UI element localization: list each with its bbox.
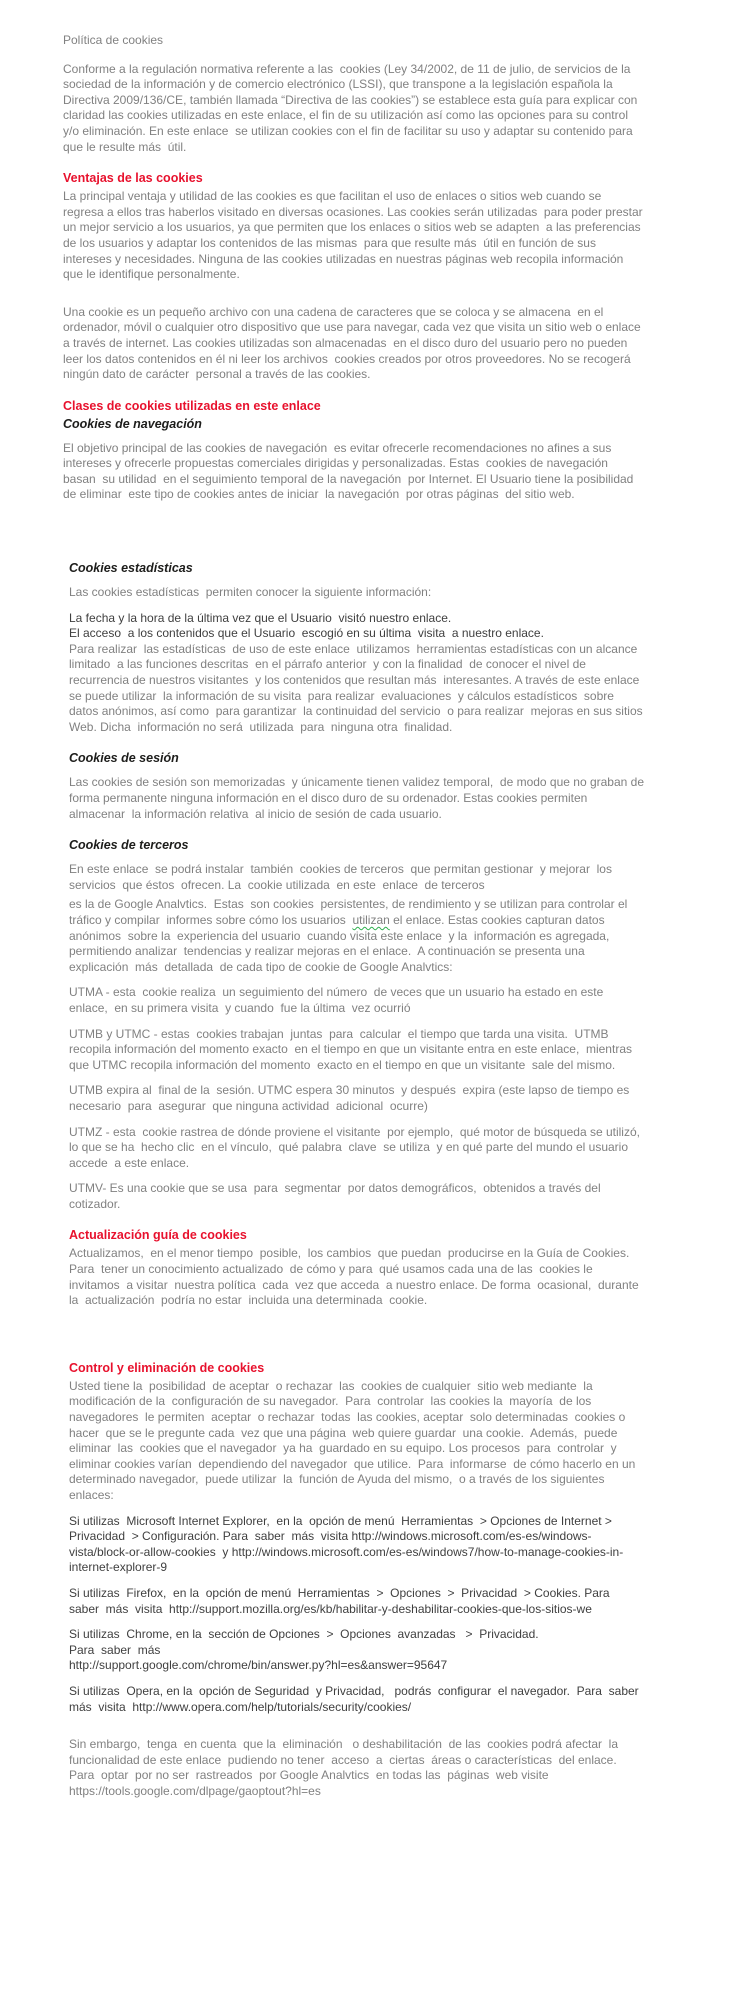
page-break-gap <box>63 513 645 559</box>
heading-control: Control y eliminación de cookies <box>69 1360 265 1375</box>
browser-firefox-paragraph: Si utilizas Firefox, en la opción de menú Herramientas > Opciones > Privacidad > Cookies. Para saber más visita http://support.mozilla.org/es/kb/habilitar-y-deshabilitar-cookies-que-los-sitios-we <box>69 1585 617 1616</box>
second-section <box>63 561 648 1799</box>
browser-ie-paragraph: Si utilizas Microsoft Internet Explorer, en la opción de menú Herramientas > Opciones de Internet > Privacidad > Configuración. Para saber más visita http://windows.microsoft.com/es-es/windows-vista/block-or-allow-cookies y http://windows.microsoft.com/es-es/windows7/how-to-manage-cookies-in-internet-explorer-9 <box>69 1513 624 1575</box>
heading-ventajas: Ventajas de las cookies <box>63 171 203 186</box>
actualizacion-paragraph: Actualizamos, en el menor tiempo posible, los cambios que puedan producirse en la Guía de Cookies. Para tener un conocimiento actualizado de cómo y para qué usamos cada una de las cookies le invitamos a visitar nuestra política cada vez que acceda a nuestro enlace. De forma ocasional, durante la actualización podría no estar incluida una determinada cookie. <box>69 1246 642 1308</box>
utmb-utmc-paragraph: UTMB y UTMC - estas cookies trabajan juntas para calcular el tiempo que tarda una visita. UTMB recopila información del momento exacto en el tiempo en que un visitante entra en este enlace, mientras que UTMC recopila información del momento exacto en el tiempo en que un visitante sale del mismo. <box>69 1026 639 1072</box>
chrome-line-1: Si utilizas Chrome, en la sección de Opciones > Opciones avanzadas > Privacidad. <box>69 1627 539 1642</box>
browser-opera-paragraph: Si utilizas Opera, en la opción de Seguridad y Privacidad, podrás configurar el navegador. Para saber más visita http://www.opera.com/help/tutorials/security/cookies/ <box>69 1683 646 1714</box>
browser-chrome-paragraph <box>69 1627 645 1674</box>
heading-actualizacion: Actualización guía de cookies <box>69 1228 247 1243</box>
terceros-paragraph-2 <box>69 897 645 975</box>
utmb-expira-paragraph: UTMB expira al final de la sesión. UTMC espera 30 minutos y después expira (este lapso de tiempo es necesario para asegurar que ninguna actividad adicional ocurre) <box>69 1083 633 1113</box>
terceros-text-before: es la de Google Analvtics. Estas son cookies persistentes, de rendimiento y se utilizan para controlar el tráfico y compilar informes sobre cómo los usuarios <box>69 897 631 927</box>
subheading-cookies-sesion: Cookies de sesión <box>69 751 179 766</box>
utmz-paragraph: UTMZ - esta cookie rastrea de dónde proviene el visitante por ejemplo, qué motor de búsqueda se utilizó, lo que se ha hecho clic en el vínculo, qué palabra clave se utiliza y en qué parte del mundo el usuario accede a este enlace. <box>69 1124 647 1170</box>
utma-paragraph: UTMA - esta cookie realiza un seguimiento del número de veces que un usuario ha estado en este enlace, en su primera visita y cuando fue la última vez ocurrió <box>69 985 607 1015</box>
spacer <box>63 293 645 305</box>
estadisticas-intro: Las cookies estadísticas permiten conocer la siguiente información: <box>69 585 432 600</box>
final-paragraph: Sin embargo, tenga en cuenta que la eliminación o deshabilitación de las cookies podrá afectar la funcionalidad de este enlace pudiendo no tener acceso a ciertas áreas o características del enlace. Para optar por no ser rastreados por Google Analvtics en todas las páginas web visite https://tools.google.com/dlpage/gaoptout?hl=es <box>69 1737 625 1798</box>
subheading-cookies-estadisticas: Cookies estadísticas <box>69 561 193 576</box>
spacer <box>69 1725 645 1737</box>
estadisticas-paragraph: Para realizar las estadísticas de uso de este enlace utilizamos herramientas estadísticas con un alcance limitado a las funciones descritas en el párrafo anterior y con la finalidad de conocer el nivel de recurrencia de nuestros visitantes y los contenidos que resultan más interesantes. A través de este enlace se puede utilizar la información de su visita para realizar evaluaciones y cálculos estadísticos sobre datos anónimos, así como para garantizar la continuidad del servicio o para realizar mejoras en sus sitios Web. Dicha información no será utilizada para ninguna otra finalidad. <box>69 641 646 734</box>
terceros-paragraph-1: En este enlace se podrá instalar también cookies de terceros que permitan gestionar y mejorar los servicios que éstos ofrecen. La cookie utilizada en este enlace de terceros <box>69 862 616 892</box>
ventajas-paragraph-1: La principal ventaja y utilidad de las cookies es que facilitan el uso de enlaces o sitios web cuando se regresa a ellos tras haberlos visitado en diversas ocasiones. Las cookies serán utilizadas para poder prestar un mejor servicio a los usuarios, ya que permiten que los enlaces o sitios web se adapten a las preferencias de los usuarios y adaptar los contenidos de las mismas para que resulte más útil en función de sus intereses y necesidades. Ninguna de las cookies utilizadas en nuestras páginas web recopila información que le identifique personalmente. <box>63 189 646 282</box>
terceros-text-after: el enlace. Estas cookies capturan datos anónimos sobre la experiencia del usuario cuando visita este enlace y la información es agregada, permitiendo analizar tendencias y realizar mejoras en el enlace. A continuación se presenta una explicación más detallada de cada tipo de cookie de Google Analvtics: <box>69 912 616 974</box>
page-title: Política de cookies <box>63 33 164 47</box>
heading-clases: Clases de cookies utilizadas en este enlace <box>63 398 321 413</box>
chrome-line-2: Para saber más <box>69 1642 161 1657</box>
spellcheck-underlined-word: utilizan <box>352 912 390 927</box>
spacer <box>69 1319 645 1345</box>
sesion-paragraph: Las cookies de sesión son memorizadas y únicamente tienen validez temporal, de modo que no graban de forma permanente ninguna información en el disco duro de su ordenador. Estas cookies permiten almacenar la información relativa al inicio de sesión de cada usuario. <box>69 775 648 821</box>
estadisticas-item-acceso: El acceso a los contenidos que el Usuario escogió en su última visita a nuestro enlace. <box>69 626 544 641</box>
estadisticas-item-fecha: La fecha y la hora de la última vez que el Usuario visitó nuestro enlace. <box>69 610 452 625</box>
subheading-cookies-navegacion: Cookies de navegación <box>63 416 202 431</box>
utmv-paragraph: UTMV- Es una cookie que se usa para segmentar por datos demográficos, obtenidos a través del cotizador. <box>69 1181 604 1211</box>
chrome-url: http://support.google.com/chrome/bin/answer.py?hl=es&answer=95647 <box>69 1658 448 1673</box>
subheading-cookies-terceros: Cookies de terceros <box>69 838 189 853</box>
navegacion-paragraph: El objetivo principal de las cookies de navegación es evitar ofrecerle recomendaciones no afines a sus intereses y ofrecerle propuestas comerciales dirigidas y personalizadas. Estas cookies de navegación basan su utilidad en el seguimiento temporal de la navegación por Internet. El Usuario tiene la posibilidad de eliminar este tipo de cookies antes de iniciar la navegación por otras páginas del sitio web. <box>63 440 641 502</box>
control-paragraph: Usted tiene la posibilidad de aceptar o rechazar las cookies de cualquier sitio web mediante la modificación de la configuración de su navegador. Para controlar las cookies la mayoría de los navegadores le permiten aceptar o rechazar todas las cookies, aceptar solo determinadas cookies o hacer que se le pregunte cada vez que una página web quiere guardar una cookie. Además, puede eliminar las cookies que el navegador ya ha guardado en su equipo. Los procesos para controlar y eliminar cookies varían dependiendo del navegador que utilice. Para informarse de cómo hacerlo en un determinado navegador, puede utilizar la función de Ayuda del mismo, o a través de los siguientes enlaces: <box>69 1378 639 1502</box>
ventajas-paragraph-2: Una cookie es un pequeño archivo con una cadena de caracteres que se coloca y se almacena en el ordenador, móvil o cualquier otro dispositivo que use para navegar, cada vez que visita un sitio web o enlace a través de internet. Las cookies utilizadas son almacenadas en el disco duro del usuario pero no pueden leer los datos contenidos en él ni leer los archivos cookies creados por otros proveedores. No se recogerá ningún dato de carácter personal a través de las cookies. <box>63 304 645 382</box>
intro-paragraph: Conforme a la regulación normativa referente a las cookies (Ley 34/2002, de 11 de julio, de servicios de la sociedad de la información y de comercio electrónico (LSSI), que transpone a la legislación española la Directiva 2009/136/CE, también llamada “Directiva de las cookies”) se establece esta guía para explicar con claridad las cookies utilizadas en este enlace, el fin de su utilización así como las opciones para su control y/o eliminación. En este enlace se utilizan cookies con el fin de facilitar su uso y adaptar su contenido para que le resulte más útil. <box>63 61 641 154</box>
